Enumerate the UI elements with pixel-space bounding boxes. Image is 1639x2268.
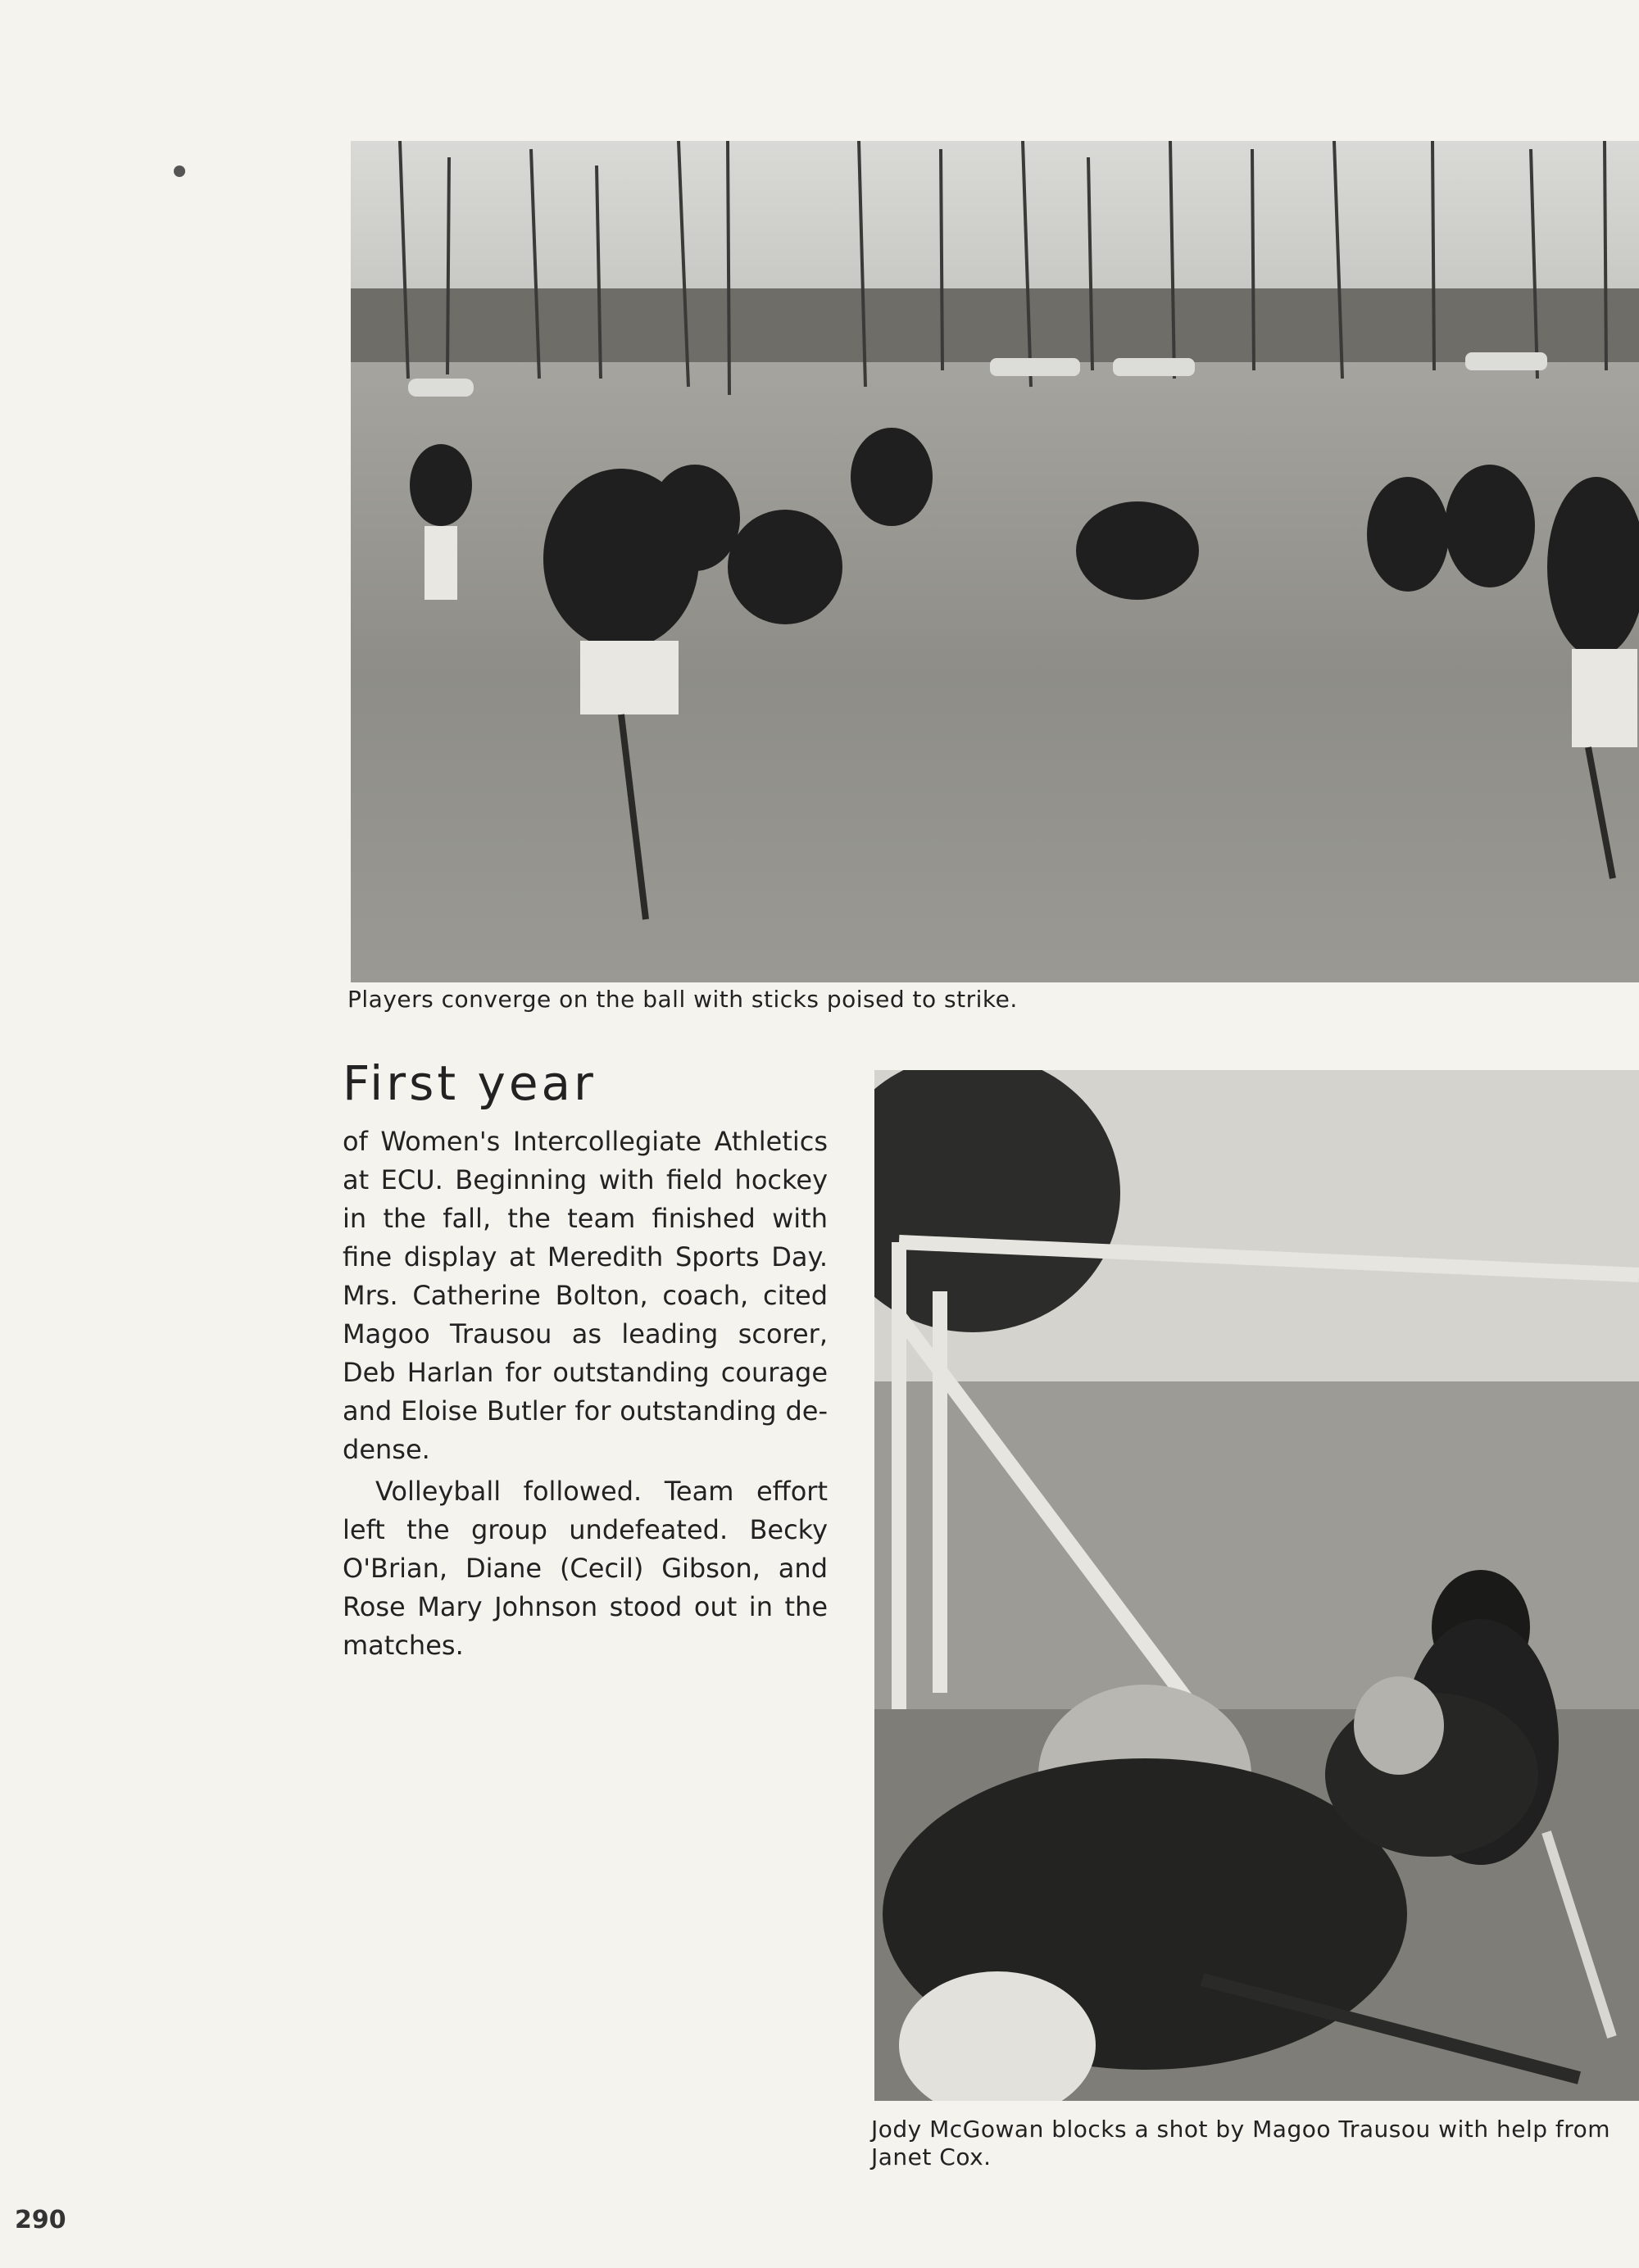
article-paragraph: Volleyball followed. Team effort left the group undefeated. Becky O'Brian, Diane (Cecil) Gibson, and Rose Mary Johnson stood out in the matches. (343, 1476, 828, 1661)
article-body (343, 1123, 828, 1665)
bottom-photo-caption: Jody McGowan blocks a shot by Magoo Trausou with help from Janet Cox. (871, 2116, 1611, 2170)
field-hockey-game-photo (351, 141, 1639, 982)
article-paragraph: of Women's Intercollegiate Athletics at ECU. Beginning with field hockey in the fall, the team finished with fine display at Meredith Sports Day. Mrs. Catherine Bolton, coach, cited Magoo Trausou as leading scorer, Deb Harlan for outstanding courage and Eloise Butler for outstanding de-dense. (343, 1126, 828, 1465)
goal-block-image (874, 1070, 1639, 2101)
page-speck (174, 166, 185, 177)
page-number: 290 (15, 2206, 66, 2234)
goal-block-photo (874, 1070, 1639, 2101)
field-hockey-game-image (351, 141, 1639, 982)
article-heading: First year (343, 1055, 597, 1111)
top-photo-caption: Players converge on the ball with sticks poised to strike. (347, 986, 1018, 1013)
